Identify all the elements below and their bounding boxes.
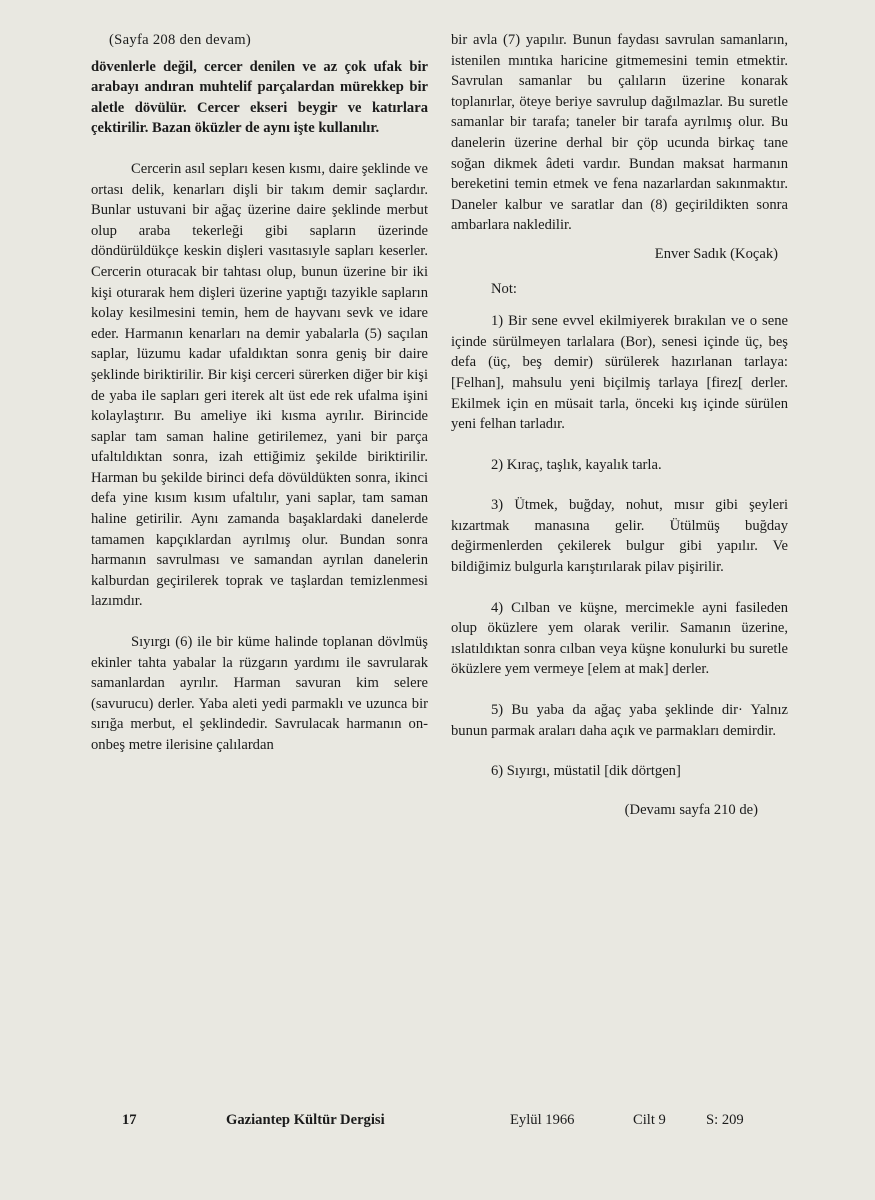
footnote-6: 6) Sıyırgı, müstatil [dik dörtgen] (491, 763, 681, 780)
continued-from-note: (Sayfa 208 den devam) (109, 32, 252, 48)
body-paragraph: Cercerin asıl sepları kesen kısmı, daire şeklinde ve ortası delik, kenarları dişli bir takım demir saçlardır. Bunlar ustuvani bir ağaç üzerine daire şeklinde merbut olup araba tekerleği gibi sapların üzerinde döndürüldükçe keskin dişleri vasıtasıyle sapları keserler. Cercerin oturacak bir tahtası olup, bunun üzerine bir iki kişi oturarak hem dişleri üzerine yaptığı tazyikle sapların kolay kesilmesini temin, hem de hayvanı sevk ve idare eder. Harmanın kenarları na demir yabalarla (5) saçılan saplar, lüzumu kadar ufaldıktan sonra geniş bir daire şeklinde biriktirilir. Bir kişi cerceri sürerken diğer bir kişi de yaba ile sapları geri iterek alt üst ede rek ufalma işini kolaylaştırır. Bu ameliye iki kısma ayrılır. Birincide saplar tam saman haline getirilemez, yani bir parça ufaltıldıktan sonra, izah ettiğimiz şekilde biriktirilir. Harman bu şekilde birinci defa dövüldükten sonra, ikinci defa yine kısım kısım ufaltılır, yani saplar, tam saman haline getirilir. Aynı zamanda başaklardaki danelerde tamamen kapçıklardan ayrılmış olur. Bundan sonra harmanın savrulması ve samandan ayrılan danelerin kalburdan geçirilerek toprak ve taşlardan temizlenmesi lazımdır. (91, 160, 428, 610)
footnote-1: 1) Bir sene evvel ekilmiyerek bırakılan ve o sene içinde sürülmeyen tarlalara (Bor), senesi içinde üç, beş defa (üç, beş demir) sürülerek hazırlanan tarlaya: [Felhan], mahsulu yeni biçilmiş tarlaya [firez[ derler. Ekilmek için en müsait tarla, önceki kış içinde sürülen yeni felhan tarladır. (451, 313, 788, 433)
left-column (91, 30, 428, 756)
right-column (451, 30, 788, 820)
author-signature: Enver Sadık (Koçak) (654, 245, 778, 262)
body-paragraph: dövenlerle değil, cercer denilen ve az çok ufak bir arabayı andıran muhtelif parçalardan mürekkep bir aletle dövülür. Cercer ekseri beygir ve katırlara çektirilir. Bazan öküzler de aynı işte kullanılır. (91, 58, 428, 137)
body-paragraph: bir avla (7) yapılır. Bunun faydası savrulan samanların, istenilen mıntıka haricine gitmemesini temin etmektir. Savrulan samanlar bu çalıların üzerine konarak toplanırlar, öteye beriye savrulup dağılmazlar. Bu suretle samanlar bir tarafa; taneler bir tarafa ayrılmış olur. Bu danelerin üzerine derhal bir çöp ucunda birkaç tane soğan dikmek âdeti vardır. Bundan maksat harmanın bereketini temin etmek ve fena nazarlardan sakınmaktır. Daneler kalbur ve saratlar dan (8) geçirildikten sonra ambarlara nakledilir. (451, 32, 788, 234)
notes-heading: Not: (491, 280, 517, 297)
page-footer (0, 1112, 875, 1136)
footnote-3: 3) Ütmek, buğday, nohut, mısır gibi şeyleri kızartmak manasına gelir. Ütülmüş buğday değirmenlerden çekilerek bulgur gibi yapılır. Ve bildiğimiz bulgurla karıştırılarak pilav pişirilir. (451, 497, 788, 576)
footnote-5: 5) Bu yaba da ağaç yaba şeklinde dir· Yalnız bunun parmak araları daha açık ve parmakları demirdir. (451, 702, 788, 739)
volume-number: Cilt 9 (633, 1112, 666, 1128)
magazine-name: Gaziantep Kültür Dergisi (226, 1112, 385, 1128)
issue-number: S: 209 (706, 1112, 744, 1128)
issue-date: Eylül 1966 (510, 1112, 575, 1128)
footnote-4: 4) Cılban ve küşne, mercimekle ayni fasileden olup öküzlere yem olarak verilir. Samanın üzerine, ıslatıldıktan sonra cılban veya küşne konulurki bu suretle öküzlere yem vermeye [elem at mak] derler. (451, 599, 788, 678)
footnote-2: 2) Kıraç, taşlık, kayalık tarla. (491, 456, 662, 473)
body-paragraph: Sıyırgı (6) ile bir küme halinde toplanan dövlmüş ekinler tahta yabalar la rüzgarın yardımı ile savrularak samanlardan ayrılır. Harman savuran kim selere (savurucu) derler. Yaba aleti yedi parmaklı ve uzunca bir sırığa merbut, el şeklindedir. Savrulacak harmanın on-onbeş metre ilerisine çalılardan (91, 634, 428, 753)
page-number: 17 (122, 1112, 137, 1128)
continued-to-note: (Devamı sayfa 210 de) (624, 801, 758, 818)
